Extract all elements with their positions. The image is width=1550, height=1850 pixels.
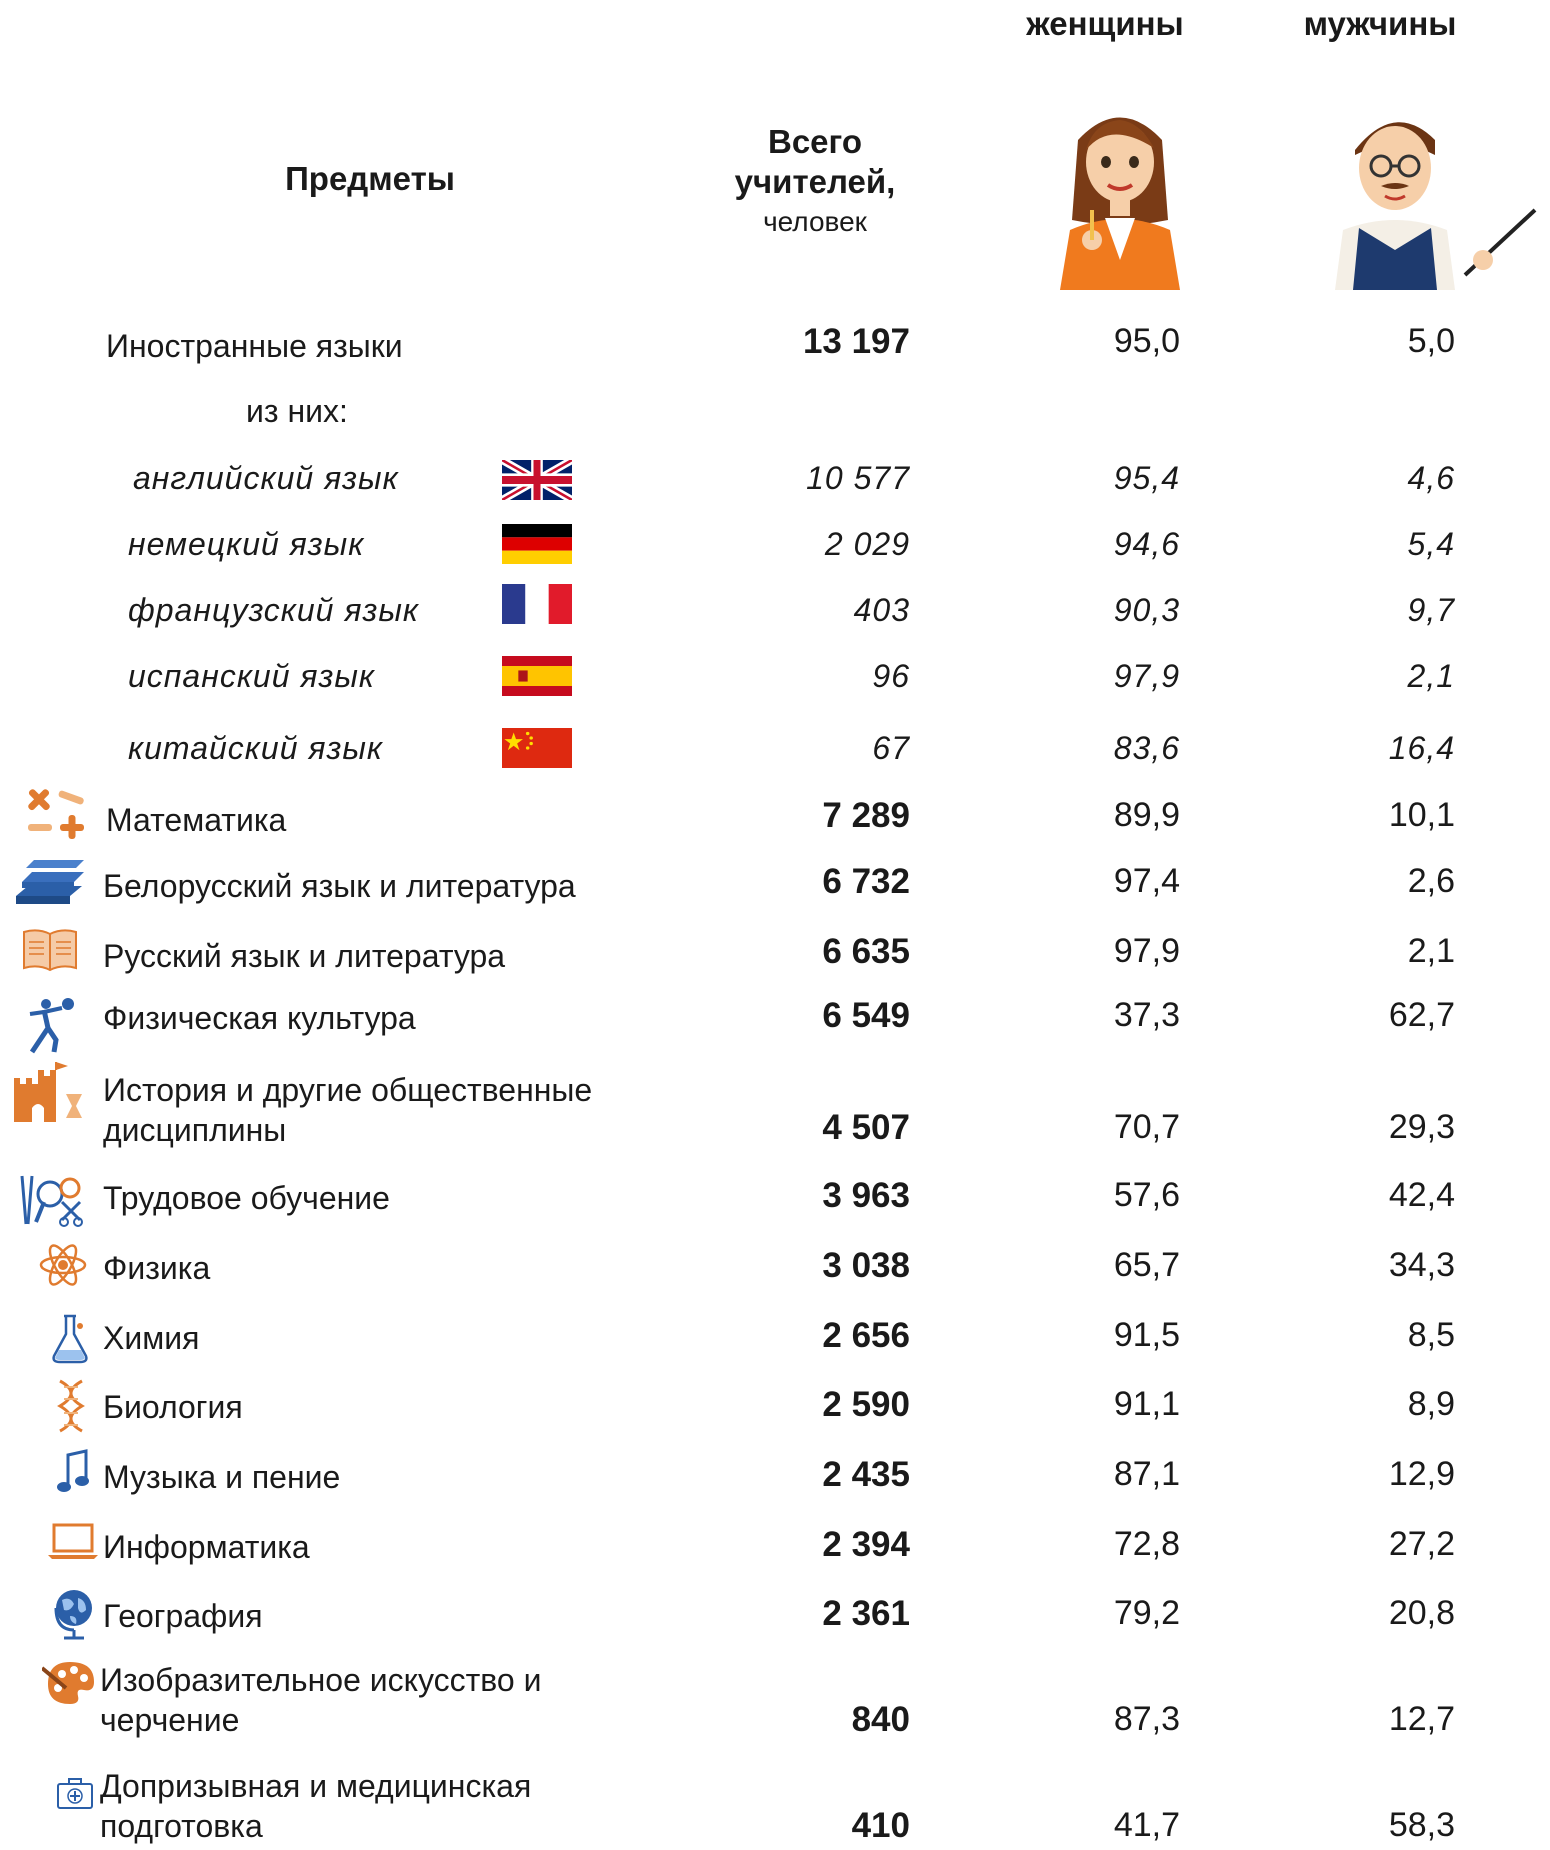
subject-row xyxy=(0,794,1550,844)
women-value: 91,5 xyxy=(1113,1316,1180,1354)
woman-teacher-icon xyxy=(1050,100,1190,295)
row-label: Изобразительное искусство и xyxy=(100,1662,542,1698)
women-value: 57,6 xyxy=(1113,1176,1180,1214)
globe-icon xyxy=(52,1586,96,1640)
women-value: 72,8 xyxy=(1113,1525,1180,1563)
music-note-icon xyxy=(56,1449,90,1497)
women-value: 95,0 xyxy=(1113,322,1180,360)
language-row xyxy=(0,590,1550,634)
row-label: Русский язык и литература xyxy=(103,938,506,974)
row-label: Информатика xyxy=(103,1529,310,1565)
medical-kit-icon xyxy=(56,1776,94,1810)
men-value: 8,5 xyxy=(1407,1316,1455,1354)
women-value: 97,9 xyxy=(1113,658,1180,694)
math-icon xyxy=(20,788,90,844)
row-label: Белорусский язык и литература xyxy=(103,868,576,904)
row-label: Химия xyxy=(103,1320,200,1356)
total-header-line1: Всего xyxy=(767,123,862,160)
germany-flag-icon xyxy=(502,524,572,564)
men-value: 20,8 xyxy=(1388,1594,1455,1632)
atom-icon xyxy=(38,1240,88,1290)
language-row xyxy=(0,458,1550,502)
row-label: Биология xyxy=(103,1389,243,1425)
total-value: 6 732 xyxy=(822,862,910,901)
women-value: 87,3 xyxy=(1113,1700,1180,1738)
men-value: 62,7 xyxy=(1388,996,1455,1034)
total-value: 6 635 xyxy=(822,932,910,971)
men-value: 5,4 xyxy=(1407,526,1455,562)
total-value: 3 963 xyxy=(822,1176,910,1215)
dna-icon xyxy=(56,1379,86,1433)
total-value: 2 435 xyxy=(822,1455,910,1494)
men-value: 10,1 xyxy=(1388,796,1455,834)
uk-flag-icon xyxy=(502,460,572,500)
men-value: 2,1 xyxy=(1407,932,1455,970)
men-value: 8,9 xyxy=(1407,1385,1455,1423)
women-value: 89,9 xyxy=(1113,796,1180,834)
row-label: Математика xyxy=(106,802,287,838)
subject-row xyxy=(0,1766,1550,1850)
women-value: 79,2 xyxy=(1113,1594,1180,1632)
china-flag-icon xyxy=(502,728,572,768)
total-value: 67 xyxy=(872,730,910,766)
total-header-unit: человек xyxy=(763,206,867,237)
subject-row xyxy=(0,1455,1550,1511)
spain-flag-icon xyxy=(502,656,572,696)
men-value: 58,3 xyxy=(1388,1806,1455,1844)
row-label: испанский язык xyxy=(128,658,376,694)
row-label: Физика xyxy=(103,1250,211,1286)
men-value: 12,7 xyxy=(1388,1700,1455,1738)
man-teacher-icon xyxy=(1315,100,1545,295)
total-value: 2 590 xyxy=(822,1385,910,1424)
books-icon xyxy=(12,858,86,908)
row-label: английский язык xyxy=(133,460,399,496)
language-row xyxy=(0,728,1550,772)
total-header-line2: учителей, xyxy=(734,163,896,200)
men-value: 12,9 xyxy=(1388,1455,1455,1493)
total-value: 6 549 xyxy=(822,996,910,1035)
laptop-icon xyxy=(48,1521,98,1561)
men-value: 4,6 xyxy=(1407,460,1455,496)
flask-icon xyxy=(50,1312,90,1364)
subject-row xyxy=(0,1525,1550,1581)
row-label: французский язык xyxy=(128,592,419,628)
row-label-continued: подготовка xyxy=(100,1808,263,1844)
women-value: 87,1 xyxy=(1113,1455,1180,1493)
total-value: 410 xyxy=(851,1806,910,1845)
men-value: 42,4 xyxy=(1388,1176,1455,1214)
of-them-label: из них: xyxy=(246,393,348,429)
row-label: История и другие общественные xyxy=(103,1072,593,1108)
subjects-column-header: Предметы xyxy=(285,160,455,197)
total-value: 2 029 xyxy=(824,526,910,562)
subject-row xyxy=(0,1316,1550,1372)
women-column-header: женщины xyxy=(1026,5,1184,42)
language-row xyxy=(0,524,1550,568)
women-value: 65,7 xyxy=(1113,1246,1180,1284)
total-value: 13 197 xyxy=(802,322,910,361)
women-value: 91,1 xyxy=(1113,1385,1180,1423)
men-value: 27,2 xyxy=(1388,1525,1455,1563)
language-row xyxy=(0,656,1550,700)
row-label: Трудовое обучение xyxy=(103,1180,390,1216)
open-book-icon xyxy=(22,926,78,972)
women-value: 41,7 xyxy=(1113,1806,1180,1844)
women-value: 95,4 xyxy=(1113,460,1180,496)
palette-icon xyxy=(42,1658,98,1706)
row-label: Музыка и пение xyxy=(103,1459,341,1495)
row-label-continued: черчение xyxy=(100,1702,240,1738)
women-value: 83,6 xyxy=(1113,730,1180,766)
women-value: 97,9 xyxy=(1113,932,1180,970)
tools-icon xyxy=(16,1172,86,1228)
row-label: География xyxy=(103,1598,263,1634)
subject-row xyxy=(0,930,1550,980)
subject-row xyxy=(0,1385,1550,1441)
row-label: китайский язык xyxy=(128,730,384,766)
men-value: 9,7 xyxy=(1407,592,1455,628)
subject-row xyxy=(0,1660,1550,1756)
total-value: 3 038 xyxy=(822,1246,910,1285)
row-label: немецкий язык xyxy=(128,526,365,562)
row-label: Иностранные языки xyxy=(106,328,403,364)
women-value: 97,4 xyxy=(1113,862,1180,900)
athlete-icon xyxy=(24,996,76,1054)
women-value: 37,3 xyxy=(1113,996,1180,1034)
total-value: 4 507 xyxy=(822,1108,910,1147)
men-column-header: мужчины xyxy=(1303,5,1457,42)
subject-row xyxy=(0,1176,1550,1232)
men-value: 2,6 xyxy=(1407,862,1455,900)
men-value: 2,1 xyxy=(1407,658,1455,694)
men-value: 34,3 xyxy=(1388,1246,1455,1284)
women-value: 70,7 xyxy=(1113,1108,1180,1146)
row-label-continued: дисциплины xyxy=(103,1112,287,1148)
row-label: Физическая культура xyxy=(103,1000,416,1036)
total-value: 840 xyxy=(851,1700,910,1739)
total-value: 2 361 xyxy=(822,1594,910,1633)
subject-row xyxy=(0,860,1550,910)
row-label: Допризывная и медицинская xyxy=(100,1768,532,1804)
castle-icon xyxy=(12,1062,86,1122)
total-value: 7 289 xyxy=(822,796,910,835)
subject-row xyxy=(0,1594,1550,1650)
total-value: 10 577 xyxy=(806,460,910,496)
women-value: 94,6 xyxy=(1113,526,1180,562)
total-value: 96 xyxy=(872,658,910,694)
france-flag-icon xyxy=(502,584,572,624)
total-value: 403 xyxy=(853,592,910,628)
subject-row xyxy=(0,1060,1550,1156)
women-value: 90,3 xyxy=(1113,592,1180,628)
total-value: 2 656 xyxy=(822,1316,910,1355)
men-value: 16,4 xyxy=(1388,730,1455,766)
men-value: 5,0 xyxy=(1407,322,1455,360)
total-value: 2 394 xyxy=(822,1525,910,1564)
total-column-header xyxy=(690,122,940,242)
foreign-languages-row xyxy=(0,322,1550,372)
subject-row xyxy=(0,996,1550,1052)
subject-row xyxy=(0,1246,1550,1302)
men-value: 29,3 xyxy=(1388,1108,1455,1146)
